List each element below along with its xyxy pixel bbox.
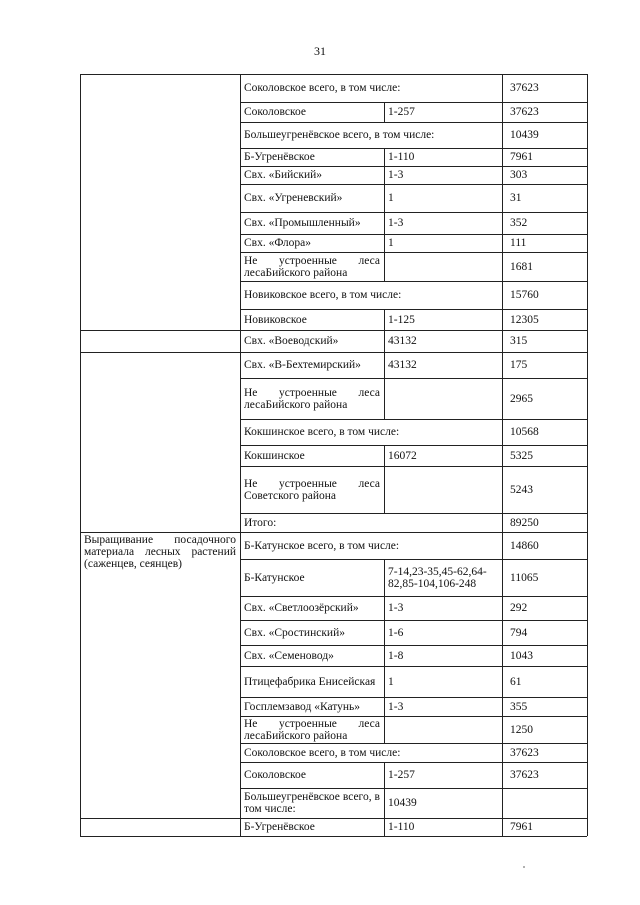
row-value: 11065 bbox=[510, 571, 539, 584]
row-name: Свх. «Воеводский» bbox=[244, 335, 339, 347]
row-name: Не устроенные леса лесаБийского района bbox=[244, 717, 380, 742]
row-code: 1-257 bbox=[388, 769, 415, 781]
row-value: 31 bbox=[510, 192, 522, 204]
row-value: 10568 bbox=[510, 426, 539, 438]
table-rule bbox=[384, 184, 385, 212]
row-code bbox=[388, 716, 498, 743]
row-code: 43132 bbox=[388, 359, 417, 371]
row-name: Свх. «Промышленный» bbox=[244, 217, 361, 229]
row-value: 352 bbox=[510, 217, 528, 229]
row-code: 10439 bbox=[388, 797, 417, 809]
table-rule bbox=[384, 330, 385, 352]
row-value: 1681 bbox=[510, 260, 533, 273]
row-code: 16072 bbox=[388, 449, 417, 462]
row-code: 1-125 bbox=[388, 313, 415, 326]
table-rule bbox=[384, 645, 385, 666]
row-value: 12305 bbox=[510, 313, 539, 326]
row-value: 1043 bbox=[510, 649, 533, 662]
table-rule bbox=[384, 234, 385, 252]
row-code: 1-3 bbox=[388, 700, 404, 713]
section-label: Выращивание посадочного материала леcных растений (саженцев, сеянцев) bbox=[84, 534, 236, 570]
row-name: Соколовское всего, в том числе: bbox=[244, 82, 401, 94]
row-name: Свх. «Светлоозёрский» bbox=[244, 602, 359, 614]
row-value: 5325 bbox=[510, 449, 533, 462]
row-code: 1-110 bbox=[388, 821, 415, 833]
row-name: Б-Катунское всего, в том числе: bbox=[244, 539, 400, 552]
row-value: 15760 bbox=[510, 289, 539, 301]
row-value: 10439 bbox=[510, 129, 539, 141]
table-rule bbox=[80, 836, 587, 837]
table-rule bbox=[384, 378, 385, 419]
row-value: 37623 bbox=[510, 82, 539, 94]
scan-speck bbox=[523, 866, 525, 868]
table-rule bbox=[384, 148, 385, 166]
row-code: 1-3 bbox=[388, 169, 404, 181]
row-value: 14860 bbox=[510, 539, 539, 552]
row-name: Кокшинское bbox=[244, 449, 305, 462]
row-name: Б-Катунское bbox=[244, 571, 305, 584]
row-value: 37623 bbox=[510, 746, 539, 759]
table-rule bbox=[80, 532, 240, 533]
row-value: 7961 bbox=[510, 151, 533, 163]
row-name: Свх. «Бийский» bbox=[244, 169, 323, 181]
row-name: Большеугренёвское всего, в том числе: bbox=[244, 129, 435, 141]
row-name: Новиковское всего, в том числе: bbox=[244, 289, 402, 301]
row-name: Не устроенные леса лесаБийского района bbox=[244, 386, 380, 411]
table-rule bbox=[384, 716, 385, 743]
table-rule bbox=[384, 762, 385, 788]
row-name: Свх. «Флора» bbox=[244, 237, 311, 249]
table-rule bbox=[384, 818, 385, 836]
row-code bbox=[388, 378, 498, 419]
row-name: Свх. «В-Бехтемирский» bbox=[244, 359, 361, 371]
row-value: 794 bbox=[510, 626, 528, 639]
row-value: 1250 bbox=[510, 723, 533, 736]
row-code bbox=[388, 466, 498, 513]
table-rule bbox=[384, 596, 385, 620]
row-name: Итого: bbox=[244, 516, 277, 529]
row-value: 89250 bbox=[510, 516, 539, 529]
row-code: 43132 bbox=[388, 335, 417, 347]
row-code: 7-14,23-35,45-62,64-82,85-104,106-248 bbox=[388, 565, 487, 590]
row-code: 1-3 bbox=[388, 602, 404, 614]
row-code: 1-257 bbox=[388, 106, 415, 118]
table-rule bbox=[384, 788, 385, 818]
table-rule bbox=[384, 620, 385, 645]
table-rule bbox=[384, 666, 385, 697]
row-code: 1 bbox=[388, 237, 394, 249]
row-code bbox=[388, 252, 498, 281]
row-value: 2965 bbox=[510, 392, 533, 405]
table-rule bbox=[80, 818, 240, 819]
row-code: 1-110 bbox=[388, 151, 415, 163]
row-name: Новиковское bbox=[244, 313, 307, 326]
row-code: 1 bbox=[388, 675, 394, 688]
row-value: 292 bbox=[510, 602, 528, 614]
row-value: 37623 bbox=[510, 106, 539, 118]
row-value: 175 bbox=[510, 359, 528, 371]
table-rule bbox=[587, 74, 588, 836]
row-value: 315 bbox=[510, 335, 528, 347]
row-name: Большеугренёвское всего, в том числе: bbox=[244, 791, 380, 815]
table-rule bbox=[384, 445, 385, 466]
row-name: Б-Угренёвское bbox=[244, 821, 315, 833]
table-rule bbox=[80, 330, 240, 331]
table-rule bbox=[240, 74, 241, 836]
row-value: 303 bbox=[510, 169, 528, 181]
row-value: 61 bbox=[510, 675, 522, 688]
table-rule bbox=[384, 697, 385, 716]
table-rule bbox=[80, 74, 81, 836]
row-name: Свх. «Угреневский» bbox=[244, 192, 343, 204]
table-rule bbox=[502, 74, 503, 836]
table-rule bbox=[384, 559, 385, 596]
row-name: Свх. «Сростинский» bbox=[244, 626, 345, 639]
row-value: 111 bbox=[510, 237, 527, 249]
table-rule bbox=[384, 166, 385, 184]
row-name: Б-Угренёвское bbox=[244, 151, 315, 163]
row-code: 1 bbox=[388, 192, 394, 204]
row-code: 1-3 bbox=[388, 217, 404, 229]
row-name: Не устроенные леса Советского района bbox=[244, 477, 380, 502]
table-rule bbox=[384, 352, 385, 378]
row-code: 1-8 bbox=[388, 649, 404, 662]
row-value: 37623 bbox=[510, 769, 539, 781]
table-rule bbox=[80, 352, 240, 353]
row-value bbox=[510, 788, 583, 818]
row-value: 7961 bbox=[510, 821, 533, 833]
row-name: Свх. «Семеновод» bbox=[244, 649, 334, 662]
table-rule bbox=[384, 212, 385, 234]
row-name: Птицефабрика Енисейская bbox=[244, 675, 376, 688]
row-name: Соколовское bbox=[244, 769, 306, 781]
row-name: Госплемзавод «Катунь» bbox=[244, 700, 361, 713]
row-name: Соколовское всего, в том числе: bbox=[244, 746, 401, 759]
table-rule bbox=[384, 102, 385, 122]
table-rule bbox=[384, 466, 385, 513]
row-name: Соколовское bbox=[244, 106, 306, 118]
row-value: 355 bbox=[510, 700, 528, 713]
page-number: 31 bbox=[314, 44, 326, 58]
row-value: 5243 bbox=[510, 483, 533, 496]
row-name: Не устроенные леса лесаБийского района bbox=[244, 254, 380, 279]
row-code: 1-6 bbox=[388, 626, 404, 639]
table-rule bbox=[384, 309, 385, 330]
row-name: Кокшинское всего, в том числе: bbox=[244, 426, 400, 438]
table-rule bbox=[384, 252, 385, 281]
